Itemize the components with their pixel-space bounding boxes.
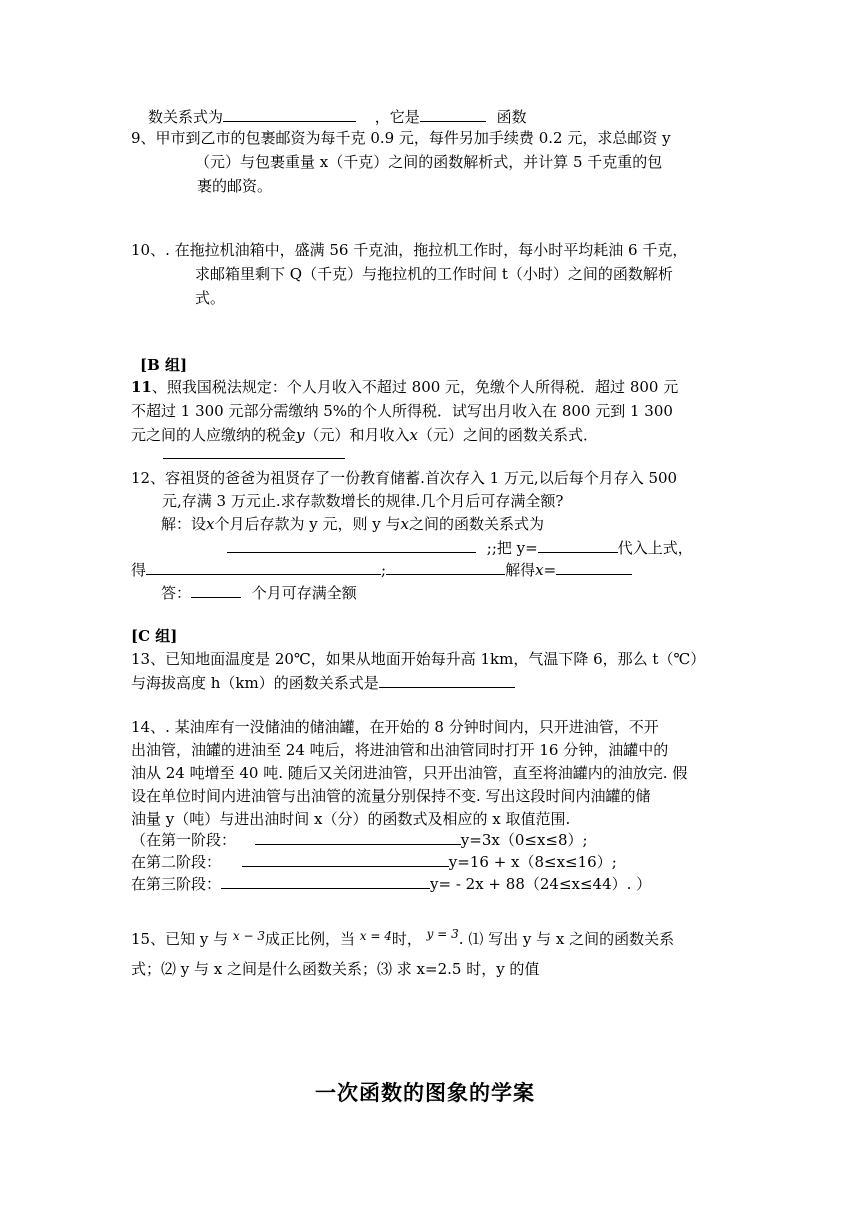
q12-text-5b: ; xyxy=(381,561,387,579)
q8-blank-1[interactable] xyxy=(223,106,356,122)
q14-stage-1 xyxy=(131,829,588,850)
q12-text-6b: 个月可存满全额 xyxy=(251,584,357,602)
q12-text-5d: = xyxy=(543,561,557,579)
q12-equation-blank-2[interactable] xyxy=(386,559,505,575)
q12-solution-blank[interactable] xyxy=(556,559,632,575)
q12-line-4 xyxy=(227,537,693,558)
group-c-heading: [C 组] xyxy=(131,627,178,645)
q15-text-b: 成正比例，当 xyxy=(264,930,355,948)
q12-line-2: 元,存满 3 万元止.求存款数增长的规律.几个月后可存满全额? xyxy=(162,492,564,510)
next-section-title: 一次函数的图象的学案 xyxy=(315,1080,535,1105)
q12-months-blank[interactable] xyxy=(191,582,241,598)
q11-text-3b: （元）和月收入 xyxy=(304,426,410,444)
q12-formula-blank[interactable] xyxy=(227,537,476,553)
q11-line-2: 不超过 1 300 元部分需缴纳 5%的个人所得税．试写出月收入在 800 元到 1 300 xyxy=(131,402,673,420)
q14-stage-1-label: （在第一阶段： xyxy=(131,831,237,849)
q11-text-3a: 元之间的人应缴纳的税金 xyxy=(131,426,297,444)
q14-stage-3-blank[interactable] xyxy=(221,873,430,889)
q15-formula-x-eq-4: x = 4 xyxy=(359,929,392,943)
q12-line-5 xyxy=(131,559,632,580)
q12-equation-blank-1[interactable] xyxy=(146,559,381,575)
q15-line-1 xyxy=(131,929,674,950)
q12-text-3b: 个月后存款为 y 元，则 y 与 xyxy=(214,515,401,533)
q12-value-blank[interactable] xyxy=(538,537,618,553)
q13-line-1: 13、已知地面温度是 20℃，如果从地面开始每升高 1km，气温下降 6，那么 t（℃） xyxy=(131,650,706,668)
q15-text-c: 时， xyxy=(391,930,422,948)
q14-line-4: 设在单位时间内进油管与出油管的流量分别保持不变. 写出这段时间内油罐的储 xyxy=(131,787,651,805)
q8-tail-line xyxy=(148,106,527,127)
q12-line-6 xyxy=(161,582,357,603)
q10-line-3: 式。 xyxy=(195,289,226,307)
q11-answer-blank[interactable] xyxy=(163,443,345,459)
q11-var-x: x xyxy=(409,426,418,444)
q14-stage-3 xyxy=(131,873,651,894)
q11-var-y: y xyxy=(296,426,305,444)
q14-line-5: 油量 y（吨）与进出油时间 x（分）的函数式及相应的 x 取值范围. xyxy=(131,810,571,828)
q8-blank-2[interactable] xyxy=(420,106,486,122)
q12-text-4a: ;;把 y= xyxy=(486,539,538,557)
q12-var-x2: x xyxy=(400,515,409,533)
q11-line-3 xyxy=(131,425,598,445)
q12-text-3c: 之间的函数关系式为 xyxy=(408,515,544,533)
q9-line-1: 9、甲市到乙市的包裹邮资为每千克 0.9 元，每件另加手续费 0.2 元，求总邮资 y xyxy=(131,129,671,147)
q15-text-d: . ⑴ 写出 y 与 x 之间的函数关系 xyxy=(458,930,675,948)
q11-text-1: 、照我国税法规定：个人月收入不超过 800 元，免缴个人所得税．超过 800 元 xyxy=(151,378,679,396)
q14-stage-3-formula: y= - 2x + 88（24≤x≤44）. ） xyxy=(430,875,652,893)
q12-var-x1: x xyxy=(206,515,215,533)
q14-line-2: 出油管，油罐的进油至 24 吨后，将进油管和出油管同时打开 16 分钟，油罐中的 xyxy=(131,741,669,759)
q11-text-3c: （元）之间的函数关系式． xyxy=(417,426,598,444)
q14-stage-3-label: 在第三阶段： xyxy=(131,875,222,893)
q12-var-x3: x xyxy=(535,561,544,579)
q14-stage-2 xyxy=(131,851,617,872)
q8-text-a: 数关系式为 xyxy=(148,108,224,126)
q14-stage-2-blank[interactable] xyxy=(242,851,449,867)
q12-text-5a: 得 xyxy=(131,561,147,579)
q15-formula-x-minus-3: x − 3 xyxy=(232,929,265,943)
q14-stage-2-formula: y=16 + x（8≤x≤16）; xyxy=(448,853,617,871)
q14-stage-2-label: 在第二阶段： xyxy=(131,853,222,871)
q12-line-3 xyxy=(161,514,544,534)
q13-text-2: 与海拔高度 h（km）的函数关系式是 xyxy=(131,674,379,692)
q11-line-1 xyxy=(131,377,678,397)
q9-line-2: （元）与包裹重量 x（千克）之间的函数解析式，并计算 5 千克重的包 xyxy=(195,153,663,171)
q11-number: 11 xyxy=(131,378,152,396)
q13-answer-blank[interactable] xyxy=(379,672,515,688)
q15-line-2: 式；⑵ y 与 x 之间是什么函数关系；⑶ 求 x=2.5 时，y 的值 xyxy=(131,960,540,978)
q12-text-3a: 解：设 xyxy=(161,515,207,533)
q8-text-c: 函数 xyxy=(496,108,527,126)
q14-line-3: 油从 24 吨增至 40 吨. 随后又关闭进油管，只开出油管，直至将油罐内的油放完. 假 xyxy=(131,764,688,782)
q13-line-2 xyxy=(131,672,515,693)
q15-text-a: 15、已知 y 与 xyxy=(131,930,229,948)
q14-stage-1-blank[interactable] xyxy=(255,829,461,845)
group-b-heading: [B 组] xyxy=(140,356,188,374)
q12-text-4b: 代入上式， xyxy=(617,539,693,557)
q9-line-3: 裹的邮资。 xyxy=(197,177,273,195)
q10-line-2: 求邮箱里剩下 Q（千克）与拖拉机的工作时间 t（小时）之间的函数解析 xyxy=(195,265,673,283)
q15-formula-y-eq-3: y = 3 xyxy=(426,927,459,941)
q14-line-1: 14、. 某油库有一没储油的储油罐，在开始的 8 分钟时间内，只开进油管，不开 xyxy=(131,718,659,736)
q14-stage-1-formula: y=3x（0≤x≤8）; xyxy=(460,831,588,849)
q12-line-1: 12、容祖贤的爸爸为祖贤存了一份教育储蓄.首次存入 1 万元,以后每个月存入 500 xyxy=(131,469,678,487)
q8-text-b: ，它是 xyxy=(374,108,420,126)
q12-text-6a: 答： xyxy=(161,584,192,602)
q10-line-1: 10、. 在拖拉机油箱中，盛满 56 千克油，拖拉机工作时，每小时平均耗油 6 千克， xyxy=(131,241,688,259)
q12-text-5c: 解得 xyxy=(505,561,536,579)
